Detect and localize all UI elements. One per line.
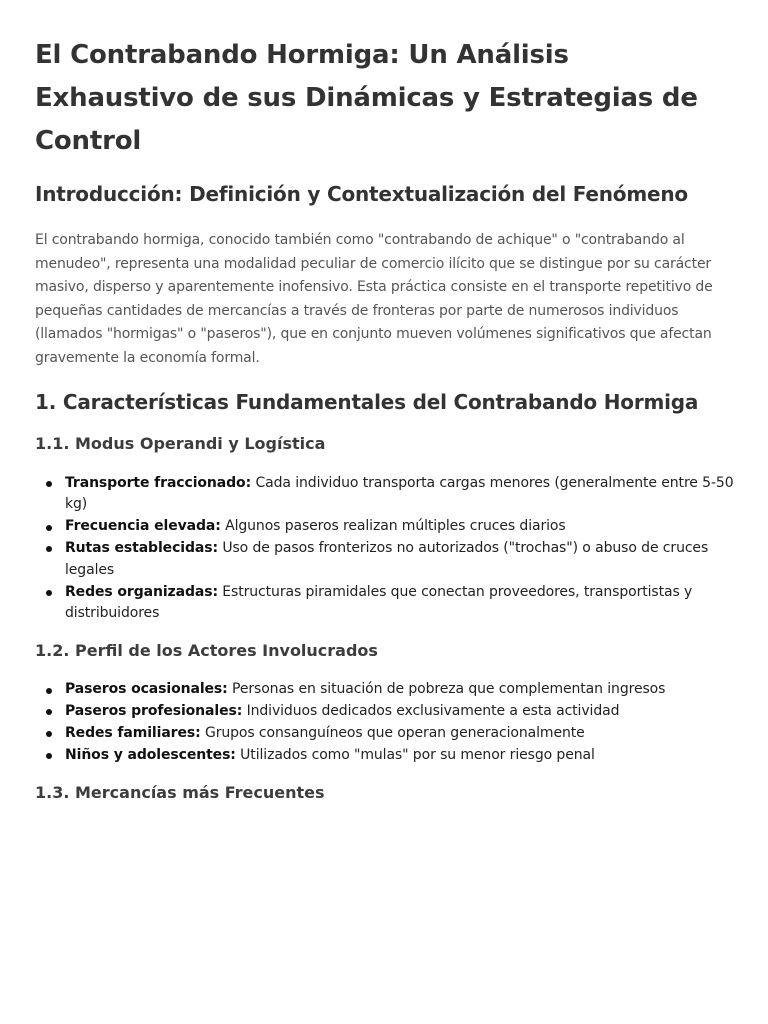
subsection-1-2-heading: 1.2. Perfil de los Actores Involucrados: [35, 641, 378, 661]
subsection-1-1-heading: 1.1. Modus Operandi y Logística: [35, 433, 326, 453]
bullet-icon: [46, 688, 52, 694]
list-item-text: Personas en situación de pobreza que complementan ingresos: [227, 681, 666, 698]
bullet-icon: [46, 546, 52, 552]
list-item-text: Uso de pasos fronterizos no autorizados ("trochas") o abuso de cruces legales: [65, 539, 709, 578]
list-item: [35, 582, 734, 626]
intro-paragraph: El contrabando hormiga, conocido también como "contrabando de achique" o "contrabando al menudeo", representa una modalidad peculiar de comercio ilícito que se distingue por su carácter masivo, disperso y aparentemente inofensivo. Esta práctica consiste en el transporte repetitivo de pequeñas cantidades de mercancías a través de fronteras por parte de numerosos individuos (llamados "hormigas" o "paseros"), que en conjunto mueven volúmenes significativos que afectan gravemente la economía formal.: [35, 232, 713, 366]
subsection-1-3-heading: 1.3. Mercancías más Frecuentes: [35, 783, 325, 803]
list-item-term: Redes organizadas:: [65, 583, 218, 600]
list-item-text: Cada individuo transporta cargas menores (generalmente entre 5-50 kg): [65, 474, 734, 513]
list-item: [35, 723, 734, 745]
list-item-term: Transporte fraccionado:: [65, 474, 252, 491]
bullet-icon: [46, 481, 52, 487]
list-item-term: Niños y adolescentes:: [65, 746, 236, 763]
bullet-icon: [46, 590, 52, 596]
section-1-heading: 1. Características Fundamentales del Contrabando Hormiga: [35, 389, 699, 414]
bullet-icon: [46, 709, 52, 715]
bullet-icon: [46, 731, 52, 737]
list-item-term: Redes familiares:: [65, 724, 201, 741]
document-title: El Contrabando Hormiga: Un Análisis Exhaustivo de sus Dinámicas y Estrategias de Control: [35, 40, 698, 156]
list-item-term: Paseros profesionales:: [65, 702, 243, 719]
list-item-text: Estructuras piramidales que conectan proveedores, transportistas y distribuidores: [65, 583, 693, 622]
list-item: [35, 516, 734, 538]
list-item-text: Individuos dedicados exclusivamente a esta actividad: [242, 702, 620, 719]
list-item-term: Frecuencia elevada:: [65, 518, 221, 535]
list-item: [35, 745, 734, 767]
intro-heading: Introducción: Definición y Contextualización del Fenómeno: [35, 182, 688, 206]
list-item: [35, 679, 734, 701]
bullet-icon: [46, 525, 52, 531]
list-item: [35, 538, 734, 582]
list-item: [35, 473, 734, 517]
list-item-text: Grupos consanguíneos que operan generacionalmente: [200, 724, 585, 741]
list-item-text: Utilizados como "mulas" por su menor riesgo penal: [235, 746, 595, 763]
list-item: [35, 701, 734, 723]
list-item-text: Algunos paseros realizan múltiples cruces diarios: [220, 518, 566, 535]
list-item-term: Rutas establecidas:: [65, 539, 218, 556]
bullet-icon: [46, 753, 52, 759]
modus-operandi-list: [35, 473, 734, 626]
list-item-term: Paseros ocasionales:: [65, 681, 228, 698]
actors-list: [35, 679, 734, 766]
